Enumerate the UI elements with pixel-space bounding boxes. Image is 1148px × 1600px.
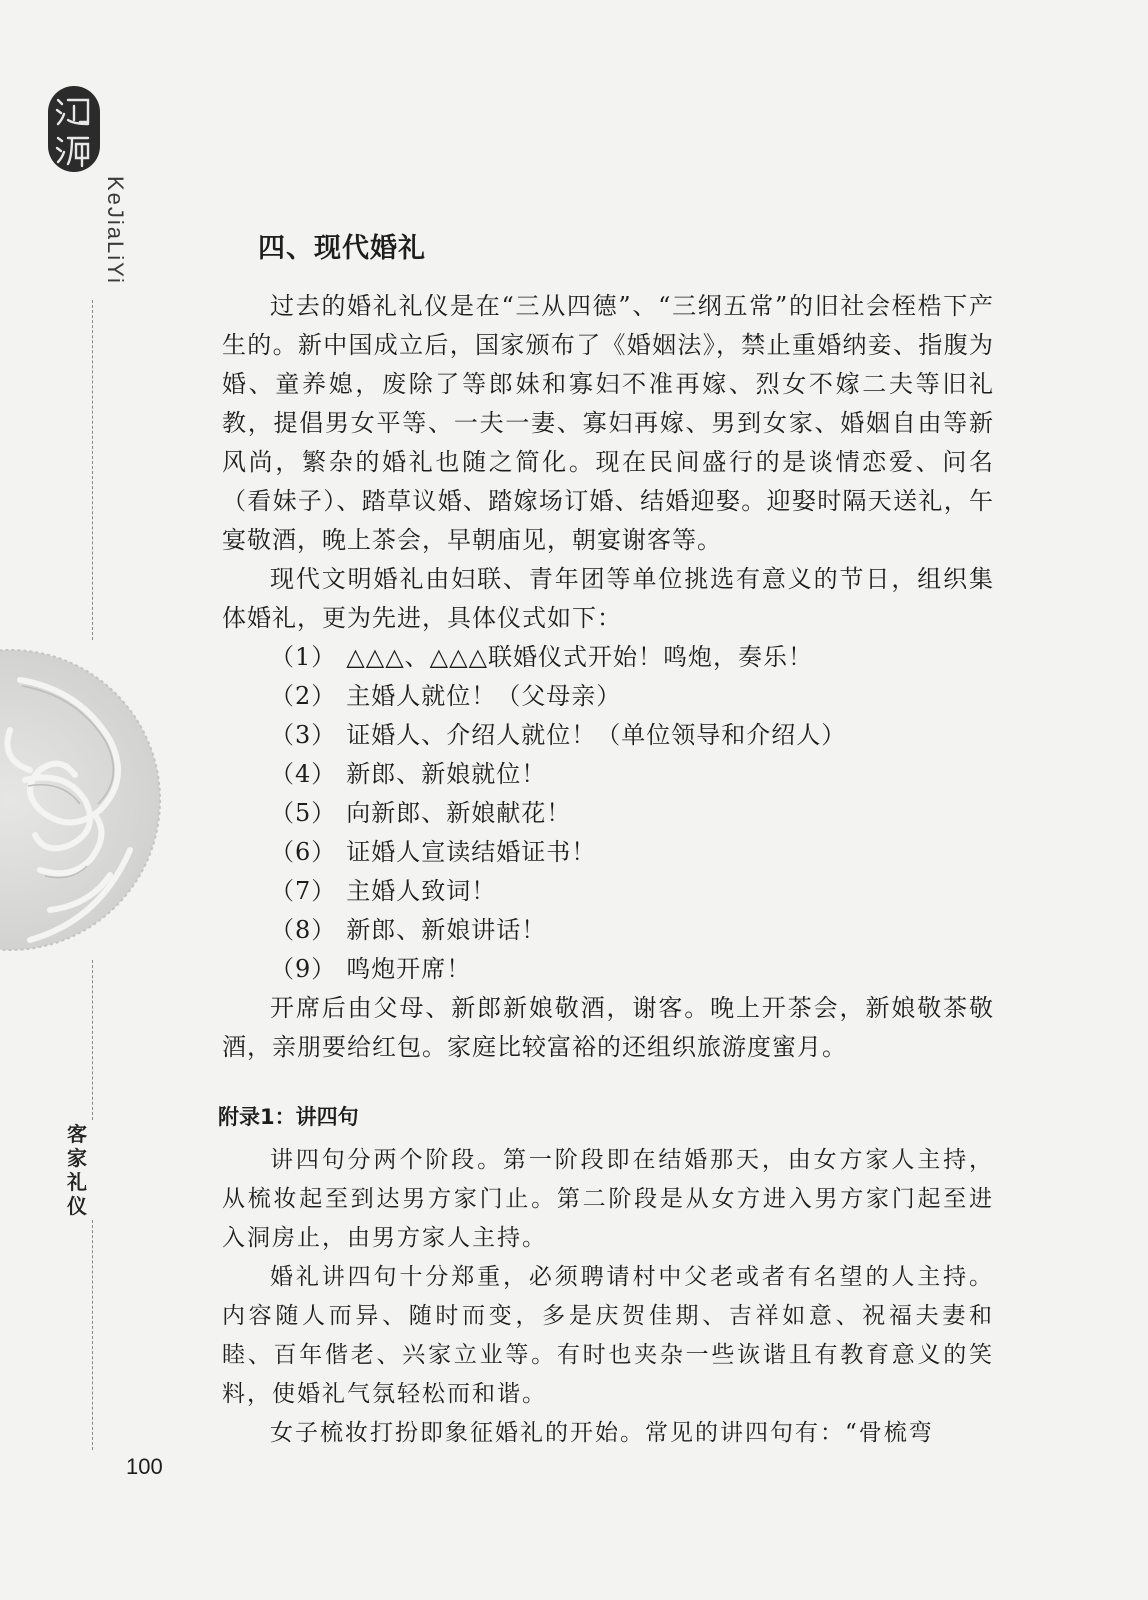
list-item <box>222 833 994 872</box>
body-paragraph: 开席后由父母、新郎新娘敬酒，谢客。晚上开茶会，新娘敬茶敬酒，亲朋要给红包。家庭比较富裕的还组织旅游度蜜月。 <box>222 994 994 1061</box>
main-content <box>218 226 994 1453</box>
step-number: （6） <box>270 838 337 866</box>
step-number: （5） <box>270 799 337 827</box>
body-paragraph: 讲四句分两个阶段。第一阶段即在结婚那天，由女方家人主持，从梳妆起至到达男方家门止。第二阶段是从女方进入男方家门起至进入洞房止，由男方家人主持。 <box>222 1147 994 1251</box>
step-text: 新郎、新娘就位！ <box>346 760 547 788</box>
ceremony-steps-list <box>222 638 994 989</box>
step-number: （4） <box>270 760 337 788</box>
step-text: △△△、△△△联婚仪式开始！鸣炮，奏乐！ <box>346 643 814 671</box>
page-number: 100 <box>126 1454 163 1479</box>
series-title-char: 仪 <box>67 1194 87 1218</box>
step-text: 鸣炮开席！ <box>346 955 472 983</box>
body-paragraph: 婚礼讲四句十分郑重，必须聘请村中父老或者有名望的人主持。内容随人而异、随时而变，多是庆贺佳期、吉祥如意、祝福夫妻和睦、百年偕老、兴家立业等。有时也夹杂一些诙谐且有教育意义的笑料，使婚礼气氛轻松而和谐。 <box>222 1264 994 1407</box>
margin-divider <box>92 300 93 640</box>
list-item <box>222 911 994 950</box>
step-number: （9） <box>270 955 337 983</box>
series-title-char: 礼 <box>67 1170 87 1194</box>
list-item <box>222 638 994 677</box>
step-text: 向新郎、新娘献花！ <box>346 799 572 827</box>
step-text: 主婚人致词！ <box>346 877 497 905</box>
margin-divider <box>92 1220 93 1450</box>
step-text: 新郎、新娘讲话！ <box>346 916 547 944</box>
step-number: （1） <box>270 643 337 671</box>
seal-logo <box>48 86 100 172</box>
list-item <box>222 677 994 716</box>
list-item <box>222 950 994 989</box>
list-item <box>222 755 994 794</box>
list-item <box>222 794 994 833</box>
section-heading: 四、现代婚礼 <box>258 233 426 264</box>
margin-divider <box>92 960 93 1120</box>
brand-vertical-text: KeJiaLiYi <box>103 176 128 285</box>
step-text: 证婚人宣读结婚证书！ <box>346 838 597 866</box>
list-item <box>222 872 994 911</box>
step-number: （7） <box>270 877 337 905</box>
seal-calligraphy-icon <box>48 86 100 172</box>
appendix-heading: 附录1：讲四句 <box>218 1105 359 1129</box>
step-text: 证婚人、介绍人就位！（单位领导和介绍人） <box>346 721 847 749</box>
step-number: （2） <box>270 682 337 710</box>
series-title-char: 家 <box>67 1146 87 1170</box>
decorative-medallion-icon <box>0 640 170 960</box>
series-title-char: 客 <box>67 1122 87 1146</box>
step-text: 主婚人就位！（父母亲） <box>346 682 622 710</box>
step-number: （3） <box>270 721 337 749</box>
body-paragraph: 过去的婚礼礼仪是在“三从四德”、“三纲五常”的旧社会桎梏下产生的。新中国成立后，国家颁布了《婚姻法》，禁止重婚纳妾、指腹为婚、童养媳，废除了等郎妹和寡妇不准再嫁、烈女不嫁二夫等旧礼教，提倡男女平等、一夫一妻、寡妇再嫁、男到女家、婚姻自由等新风尚，繁杂的婚礼也随之简化。现在民间盛行的是谈情恋爱、问名（看妹子）、踏草议婚、踏嫁场订婚、结婚迎娶。迎娶时隔天送礼，午宴敬酒，晚上茶会，早朝庙见，朝宴谢客等。 <box>222 292 994 554</box>
step-number: （8） <box>270 916 337 944</box>
body-paragraph: 女子梳妆打扮即象征婚礼的开始。常见的讲四句有：“骨梳弯 <box>270 1420 934 1446</box>
list-item <box>222 716 994 755</box>
body-paragraph: 现代文明婚礼由妇联、青年团等单位挑选有意义的节日，组织集体婚礼，更为先进，具体仪式如下： <box>222 565 994 632</box>
series-title-vertical <box>66 1122 88 1218</box>
